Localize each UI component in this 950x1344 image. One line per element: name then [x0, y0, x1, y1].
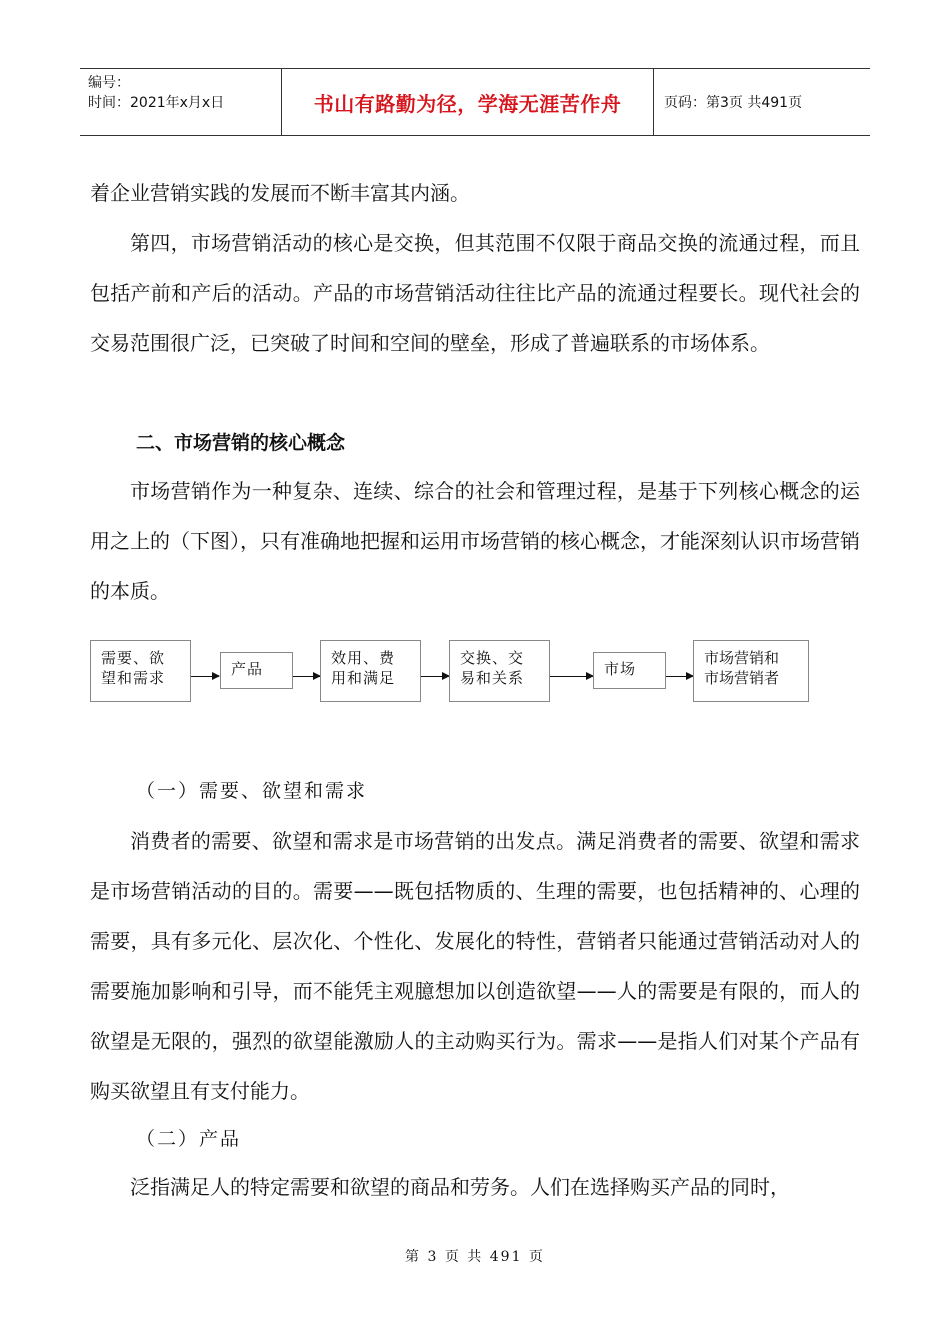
flow-box-text: 市场 [604, 660, 637, 678]
flow-arrow [550, 676, 593, 677]
flow-arrow [421, 676, 449, 677]
header-motto-cell [282, 69, 654, 135]
time-label: 时间：2021年x月x日 [88, 95, 225, 111]
header-page-cell [654, 69, 870, 135]
flow-box-text: 需要、欲 [101, 649, 166, 667]
flow-box-exchange [449, 640, 550, 702]
number-label: 编号： [88, 75, 130, 91]
flow-box-text: 效用、费 [331, 649, 396, 667]
section-heading-core-concepts: 二、市场营销的核心概念 [136, 432, 346, 454]
flow-box-utility [320, 640, 421, 702]
paragraph-continuation: 着企业营销实践的发展而不断丰富其内涵。 [90, 181, 470, 205]
motto-text: 书山有路勤为径，学海无涯苦作舟 [313, 91, 622, 116]
subsection-heading-product: （二）产品 [136, 1128, 242, 1150]
paragraph-core-concepts: 市场营销作为一种复杂、连续、综合的社会和管理过程，是基于下列核心概念的运用之上的（下图），只有准确地把握和运用市场营销的核心概念，才能深刻认识市场营销的本质。 [90, 479, 860, 603]
flow-arrow [293, 676, 320, 677]
flow-arrow [191, 676, 219, 677]
flow-box-marketers [693, 640, 809, 702]
flow-box-text: 市场营销者 [704, 669, 780, 687]
flow-arrow [666, 676, 693, 677]
flow-box-text: 市场营销和 [704, 649, 780, 667]
flow-box-text: 易和关系 [460, 669, 525, 687]
document-header [80, 68, 870, 136]
paragraph-needs: 消费者的需要、欲望和需求是市场营销的出发点。满足消费者的需要、欲望和需求是市场营销活动的目的。需要——既包括物质的、生理的需要，也包括精神的、心理的需要，具有多元化、层次化、个性化、发展化的特性，营销者只能通过营销活动对人的需要施加影响和引导，而不能凭主观臆想加以创造欲望——人的需要是有限的，而人的欲望是无限的，强烈的欲望能激励人的主动购买行为。需求——是指人们对某个产品有购买欲望且有支付能力。 [90, 829, 860, 1103]
flow-box-text: 用和满足 [331, 669, 396, 687]
flow-box-text: 交换、交 [460, 649, 525, 667]
flow-box-text: 产品 [231, 660, 264, 678]
flow-box-market [593, 652, 666, 689]
flow-box-needs [90, 640, 191, 702]
paragraph-product: 泛指满足人的特定需要和欲望的商品和劳务。人们在选择购买产品的同时， [130, 1175, 790, 1199]
flow-box-product [220, 652, 293, 689]
subsection-heading-needs: （一）需要、欲望和需求 [136, 780, 368, 802]
page-footer: 第 3 页 共 491 页 [405, 1249, 545, 1265]
paragraph-fourth-point: 第四，市场营销活动的核心是交换，但其范围不仅限于商品交换的流通过程，而且包括产前和产后的活动。产品的市场营销活动往往比产品的流通过程要长。现代社会的交易范围很广泛，已突破了时间和空间的壁垒，形成了普遍联系的市场体系。 [90, 231, 860, 355]
flow-box-text: 望和需求 [101, 669, 166, 687]
page-label: 页码：第3页 共491页 [664, 95, 803, 111]
header-meta-cell [80, 69, 282, 135]
